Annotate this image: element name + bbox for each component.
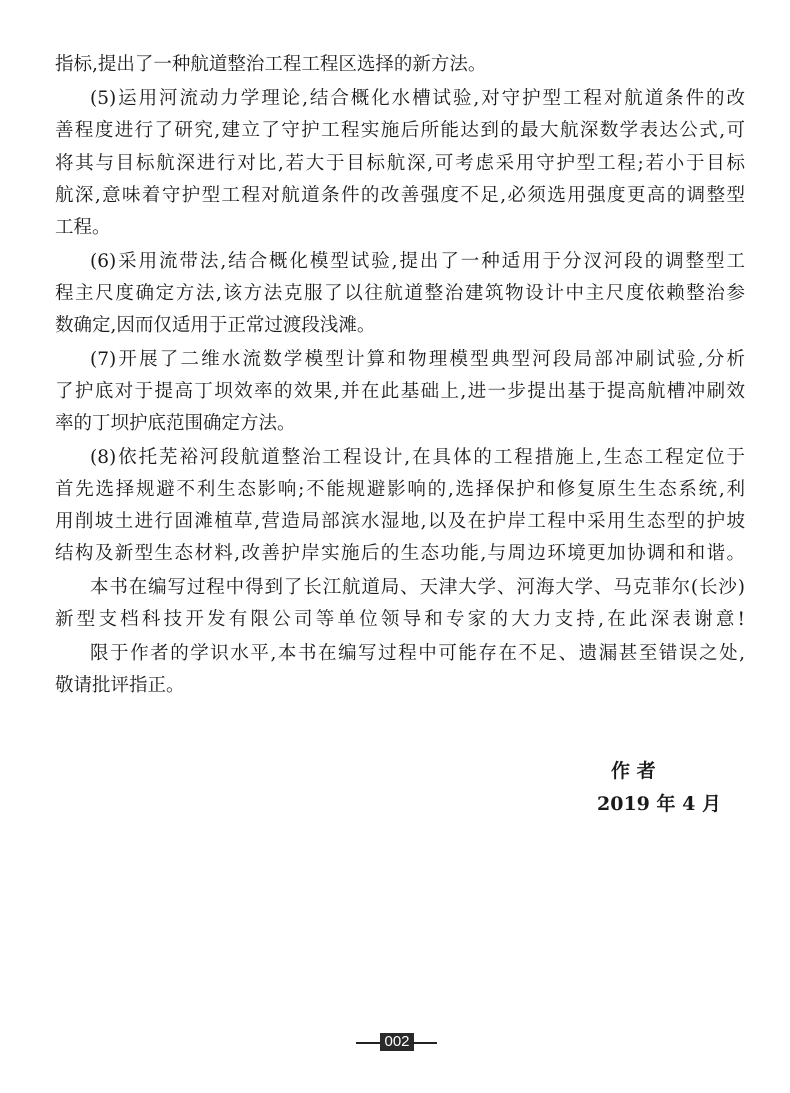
paragraph-line: (5)运用河流动力学理论,结合概化水槽试验,对守护型工程对航道条件的改 bbox=[90, 88, 745, 109]
page-number-label: 002 bbox=[380, 1033, 414, 1051]
author-signature: 作 者 bbox=[611, 760, 656, 782]
paragraph-line: 善程度进行了研究,建立了守护工程实施后所能达到的最大航深数学表达公式,可 bbox=[55, 120, 745, 141]
paragraph-line: 程主尺度确定方法,该方法克服了以往航道整治建筑物设计中主尺度依赖整治参 bbox=[55, 283, 745, 304]
paragraph-line: 了护底对于提高丁坝效率的效果,并在此基础上,进一步提出基于提高航槽冲刷效 bbox=[55, 381, 745, 402]
paragraph-line: (6)采用流带法,结合概化模型试验,提出了一种适用于分汊河段的调整型工 bbox=[90, 251, 745, 272]
paragraph-line: 首先选择规避不利生态影响;不能规避影响的,选择保护和修复原生生态系统,利 bbox=[55, 479, 745, 500]
paragraph-line: 率的丁坝护底范围确定方法。 bbox=[55, 413, 296, 434]
paragraph-line: 航深,意味着守护型工程对航道条件的改善强度不足,必须选用强度更高的调整型 bbox=[55, 185, 745, 206]
paragraph-line: 本书在编写过程中得到了长江航道局、天津大学、河海大学、马克菲尔(长沙) bbox=[90, 577, 745, 598]
paragraph-line: 将其与目标航深进行对比,若大于目标航深,可考虑采用守护型工程;若小于目标 bbox=[55, 153, 745, 174]
paragraph-line: 敬请批评指正。 bbox=[55, 675, 185, 696]
paragraph-line: (8)依托芜裕河段航道整治工程设计,在具体的工程措施上,生态工程定位于 bbox=[90, 447, 745, 468]
paragraph-line: 限于作者的学识水平,本书在编写过程中可能存在不足、遗漏甚至错误之处, bbox=[90, 643, 745, 664]
paragraph-line: 用削坡土进行固滩植草,营造局部滨水湿地,以及在护岸工程中采用生态型的护坡 bbox=[55, 511, 745, 532]
paragraph-line: 新型支档科技开发有限公司等单位领导和专家的大力支持,在此深表谢意! bbox=[55, 609, 745, 630]
page-number bbox=[356, 1033, 437, 1051]
paragraph-line: 指标,提出了一种航道整治工程工程区选择的新方法。 bbox=[55, 54, 487, 75]
date: 2019 年 4 月 bbox=[597, 793, 721, 815]
paragraph-line: (7)开展了二维水流数学模型计算和物理模型典型河段局部冲刷试验,分析 bbox=[90, 349, 745, 370]
page-number-rule-left bbox=[356, 1042, 382, 1044]
paragraph-line: 数确定,因而仅适用于正常过渡段浅滩。 bbox=[55, 315, 376, 336]
paragraph-line: 工程。 bbox=[55, 217, 111, 238]
paragraph-line: 结构及新型生态材料,改善护岸实施后的生态功能,与周边环境更加协调和和谐。 bbox=[55, 543, 745, 564]
page-number-rule-right bbox=[412, 1042, 437, 1044]
